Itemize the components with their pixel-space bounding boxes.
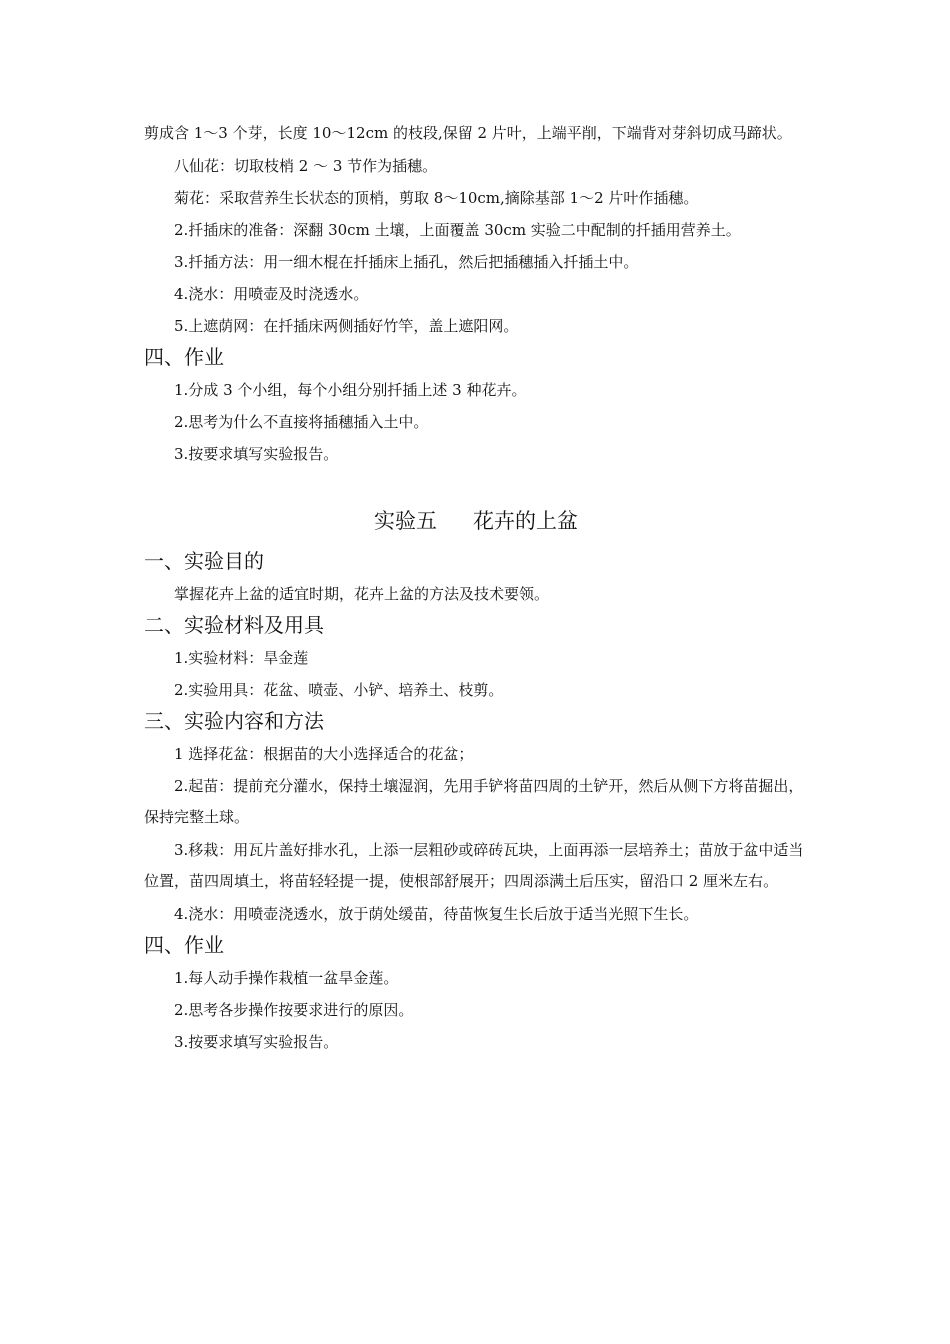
materials-item: 1.实验材料：旱金莲 bbox=[174, 649, 309, 667]
materials-item: 2.实验用具：花盆、喷壶、小铲、培养土、枝剪。 bbox=[174, 681, 504, 699]
homework-item: 3.按要求填写实验报告。 bbox=[174, 1033, 339, 1051]
paragraph-chrysanthemum: 菊花：采取营养生长状态的顶梢，剪取 8～10cm,摘除基部 1～2 片叶作插穗。 bbox=[174, 189, 699, 207]
paragraph-hydrangea: 八仙花：切取枝梢 2 ～ 3 节作为插穗。 bbox=[174, 157, 438, 175]
paragraph-cutting-preparation: 剪成含 1～3 个芽，长度 10～12cm 的枝段,保留 2 片叶，上端平削，下端背对芽斜切成马蹄状。 bbox=[144, 124, 792, 142]
method-step: 4.浇水：用喷壶浇透水，放于荫处缓苗，待苗恢复生长后放于适当光照下生长。 bbox=[174, 905, 699, 923]
step-watering: 4.浇水：用喷壶及时浇透水。 bbox=[174, 285, 369, 303]
homework-item: 2.思考为什么不直接将插穗插入土中。 bbox=[174, 413, 429, 431]
section-heading-homework: 四、作业 bbox=[144, 345, 224, 369]
document-page bbox=[144, 118, 808, 1059]
purpose-text: 掌握花卉上盆的适宜时期，花卉上盆的方法及技术要领。 bbox=[174, 585, 550, 603]
experiment-title bbox=[144, 505, 808, 537]
homework-item: 3.按要求填写实验报告。 bbox=[174, 445, 339, 463]
section-heading-purpose: 一、实验目的 bbox=[144, 549, 264, 573]
experiment-name: 花卉的上盆 bbox=[473, 509, 578, 533]
method-step: 1 选择花盆：根据苗的大小选择适合的花盆； bbox=[174, 745, 474, 763]
step-shade-net: 5.上遮荫网：在扦插床两侧插好竹竿，盖上遮阳网。 bbox=[174, 317, 519, 335]
section-heading-homework-5: 四、作业 bbox=[144, 933, 224, 957]
step-cutting-bed: 2.扦插床的准备：深翻 30cm 土壤，上面覆盖 30cm 实验二中配制的扦插用营养土。 bbox=[174, 221, 741, 239]
method-step: 3.移栽：用瓦片盖好排水孔，上添一层粗砂或碎砖瓦块，上面再添一层培养土；苗放于盆中适当位置，苗四周填土，将苗轻轻提一提，使根部舒展开；四周添满土后压实，留沿口 2 厘米左右。 bbox=[144, 841, 804, 890]
method-step: 2.起苗：提前充分灌水，保持土壤湿润，先用手铲将苗四周的土铲开，然后从侧下方将苗掘出，保持完整土球。 bbox=[144, 777, 804, 826]
section-heading-materials: 二、实验材料及用具 bbox=[144, 613, 324, 637]
homework-item: 2.思考各步操作按要求进行的原因。 bbox=[174, 1001, 414, 1019]
homework-item: 1.分成 3 个小组，每个小组分别扦插上述 3 种花卉。 bbox=[174, 381, 527, 399]
experiment-number: 实验五 bbox=[374, 509, 437, 533]
homework-item: 1.每人动手操作栽植一盆旱金莲。 bbox=[174, 969, 399, 987]
section-heading-methods: 三、实验内容和方法 bbox=[144, 709, 324, 733]
step-cutting-method: 3.扦插方法：用一细木棍在扦插床上插孔，然后把插穗插入扦插土中。 bbox=[174, 253, 639, 271]
